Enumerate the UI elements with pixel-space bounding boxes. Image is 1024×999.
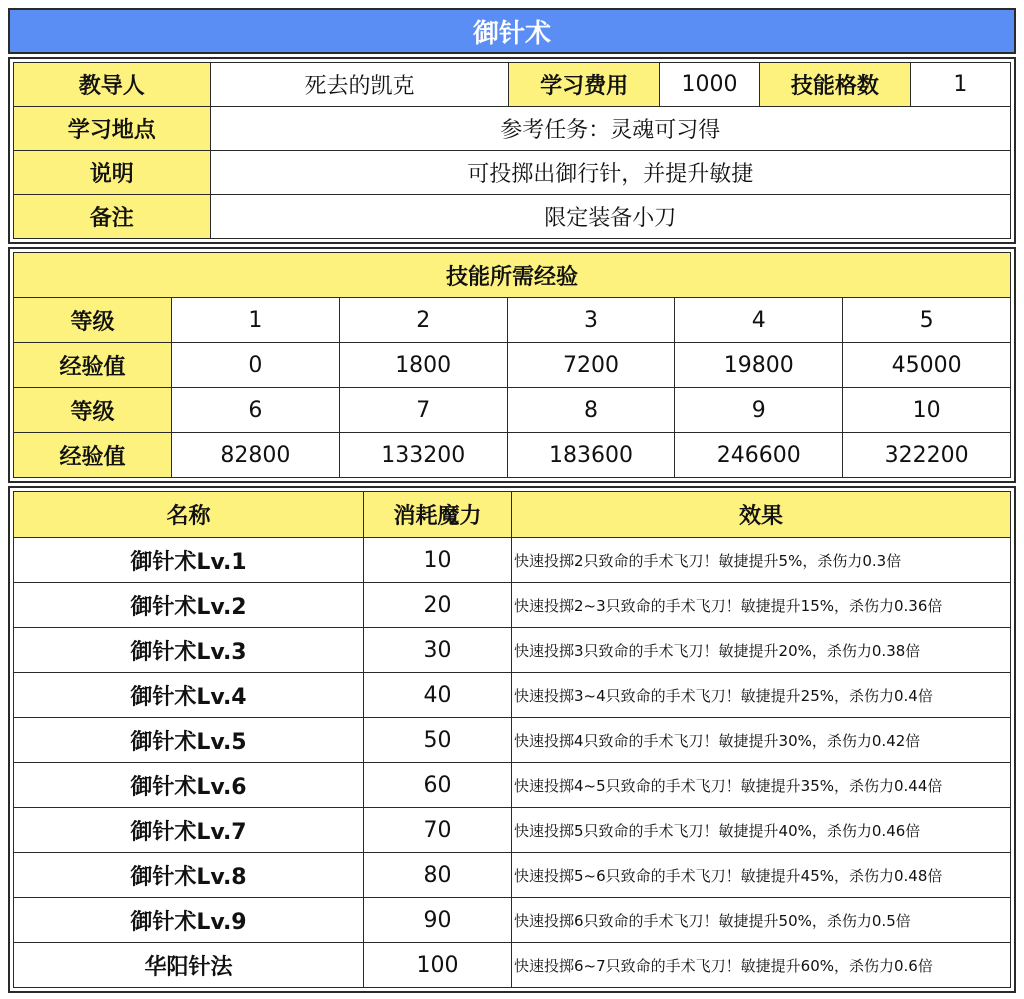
skill-effect: 快速投掷5只致命的手术飞刀！敏捷提升40%，杀伤力0.46倍 — [512, 808, 1011, 853]
exp-section — [8, 247, 1016, 483]
skill-name: 御针术Lv.8 — [14, 853, 364, 898]
skill-name: 御针术Lv.1 — [14, 538, 364, 583]
skill-row — [14, 628, 1011, 673]
skill-mana: 50 — [364, 718, 512, 763]
level-label: 等级 — [14, 388, 172, 433]
skill-mana: 100 — [364, 943, 512, 988]
skill-mana: 30 — [364, 628, 512, 673]
skill-row — [14, 673, 1011, 718]
exp-cell: 133200 — [339, 433, 507, 478]
slots-value: 1 — [910, 63, 1010, 107]
skill-name: 御针术Lv.5 — [14, 718, 364, 763]
skill-mana: 90 — [364, 898, 512, 943]
level-cell: 5 — [843, 298, 1011, 343]
skill-row — [14, 853, 1011, 898]
skill-name: 御针术Lv.7 — [14, 808, 364, 853]
col-header-effect: 效果 — [512, 492, 1011, 538]
skill-effect: 快速投掷4只致命的手术飞刀！敏捷提升30%，杀伤力0.42倍 — [512, 718, 1011, 763]
skill-effect: 快速投掷6~7只致命的手术飞刀！敏捷提升60%，杀伤力0.6倍 — [512, 943, 1011, 988]
exp-cell: 246600 — [675, 433, 843, 478]
exp-cell: 19800 — [675, 343, 843, 388]
info-table — [13, 62, 1011, 239]
level-cell: 4 — [675, 298, 843, 343]
skill-effect: 快速投掷4~5只致命的手术飞刀！敏捷提升35%，杀伤力0.44倍 — [512, 763, 1011, 808]
skill-name: 御针术Lv.9 — [14, 898, 364, 943]
exp-cell: 322200 — [843, 433, 1011, 478]
page-title: 御针术 — [8, 8, 1016, 54]
level-cell: 3 — [507, 298, 675, 343]
skill-row — [14, 898, 1011, 943]
fee-label: 学习费用 — [509, 63, 659, 107]
teacher-label: 教导人 — [14, 63, 211, 107]
skill-name: 华阳针法 — [14, 943, 364, 988]
level-cell: 6 — [172, 388, 340, 433]
exp-cell: 183600 — [507, 433, 675, 478]
skill-row — [14, 583, 1011, 628]
skill-effect: 快速投掷2~3只致命的手术飞刀！敏捷提升15%，杀伤力0.36倍 — [512, 583, 1011, 628]
skill-name: 御针术Lv.3 — [14, 628, 364, 673]
slots-label: 技能格数 — [760, 63, 910, 107]
fee-value: 1000 — [659, 63, 759, 107]
exp-value-row-1 — [14, 343, 1011, 388]
skill-row — [14, 943, 1011, 988]
skill-name: 御针术Lv.4 — [14, 673, 364, 718]
exp-cell: 45000 — [843, 343, 1011, 388]
skill-name: 御针术Lv.6 — [14, 763, 364, 808]
skill-mana: 10 — [364, 538, 512, 583]
exp-label: 经验值 — [14, 433, 172, 478]
level-cell: 7 — [339, 388, 507, 433]
note-label: 备注 — [14, 195, 211, 239]
exp-cell: 0 — [172, 343, 340, 388]
teacher-value: 死去的凯克 — [210, 63, 509, 107]
skill-effect: 快速投掷3只致命的手术飞刀！敏捷提升20%，杀伤力0.38倍 — [512, 628, 1011, 673]
skill-effect: 快速投掷2只致命的手术飞刀！敏捷提升5%，杀伤力0.3倍 — [512, 538, 1011, 583]
exp-title: 技能所需经验 — [14, 253, 1011, 298]
col-header-name: 名称 — [14, 492, 364, 538]
level-cell: 1 — [172, 298, 340, 343]
skill-effect: 快速投掷6只致命的手术飞刀！敏捷提升50%，杀伤力0.5倍 — [512, 898, 1011, 943]
col-header-mana: 消耗魔力 — [364, 492, 512, 538]
skill-row — [14, 538, 1011, 583]
level-cell: 9 — [675, 388, 843, 433]
desc-label: 说明 — [14, 151, 211, 195]
skill-name: 御针术Lv.2 — [14, 583, 364, 628]
exp-value-row-2 — [14, 433, 1011, 478]
exp-level-row-2 — [14, 388, 1011, 433]
exp-cell: 7200 — [507, 343, 675, 388]
skill-mana: 60 — [364, 763, 512, 808]
exp-cell: 82800 — [172, 433, 340, 478]
exp-label: 经验值 — [14, 343, 172, 388]
note-value: 限定装备小刀 — [210, 195, 1010, 239]
desc-value: 可投掷出御行针，并提升敏捷 — [210, 151, 1010, 195]
skills-table — [13, 491, 1011, 988]
skill-row — [14, 718, 1011, 763]
skill-effect: 快速投掷3~4只致命的手术飞刀！敏捷提升25%，杀伤力0.4倍 — [512, 673, 1011, 718]
skill-mana: 40 — [364, 673, 512, 718]
level-cell: 8 — [507, 388, 675, 433]
exp-cell: 1800 — [339, 343, 507, 388]
level-cell: 10 — [843, 388, 1011, 433]
skill-mana: 20 — [364, 583, 512, 628]
location-label: 学习地点 — [14, 107, 211, 151]
skill-effect: 快速投掷5~6只致命的手术飞刀！敏捷提升45%，杀伤力0.48倍 — [512, 853, 1011, 898]
skill-row — [14, 763, 1011, 808]
info-section — [8, 57, 1016, 244]
location-value: 参考任务：灵魂可习得 — [210, 107, 1010, 151]
skills-section — [8, 486, 1016, 993]
exp-level-row-1 — [14, 298, 1011, 343]
skill-row — [14, 808, 1011, 853]
skill-sheet — [8, 8, 1016, 997]
skill-mana: 80 — [364, 853, 512, 898]
skill-mana: 70 — [364, 808, 512, 853]
exp-table — [13, 252, 1011, 478]
level-label: 等级 — [14, 298, 172, 343]
level-cell: 2 — [339, 298, 507, 343]
